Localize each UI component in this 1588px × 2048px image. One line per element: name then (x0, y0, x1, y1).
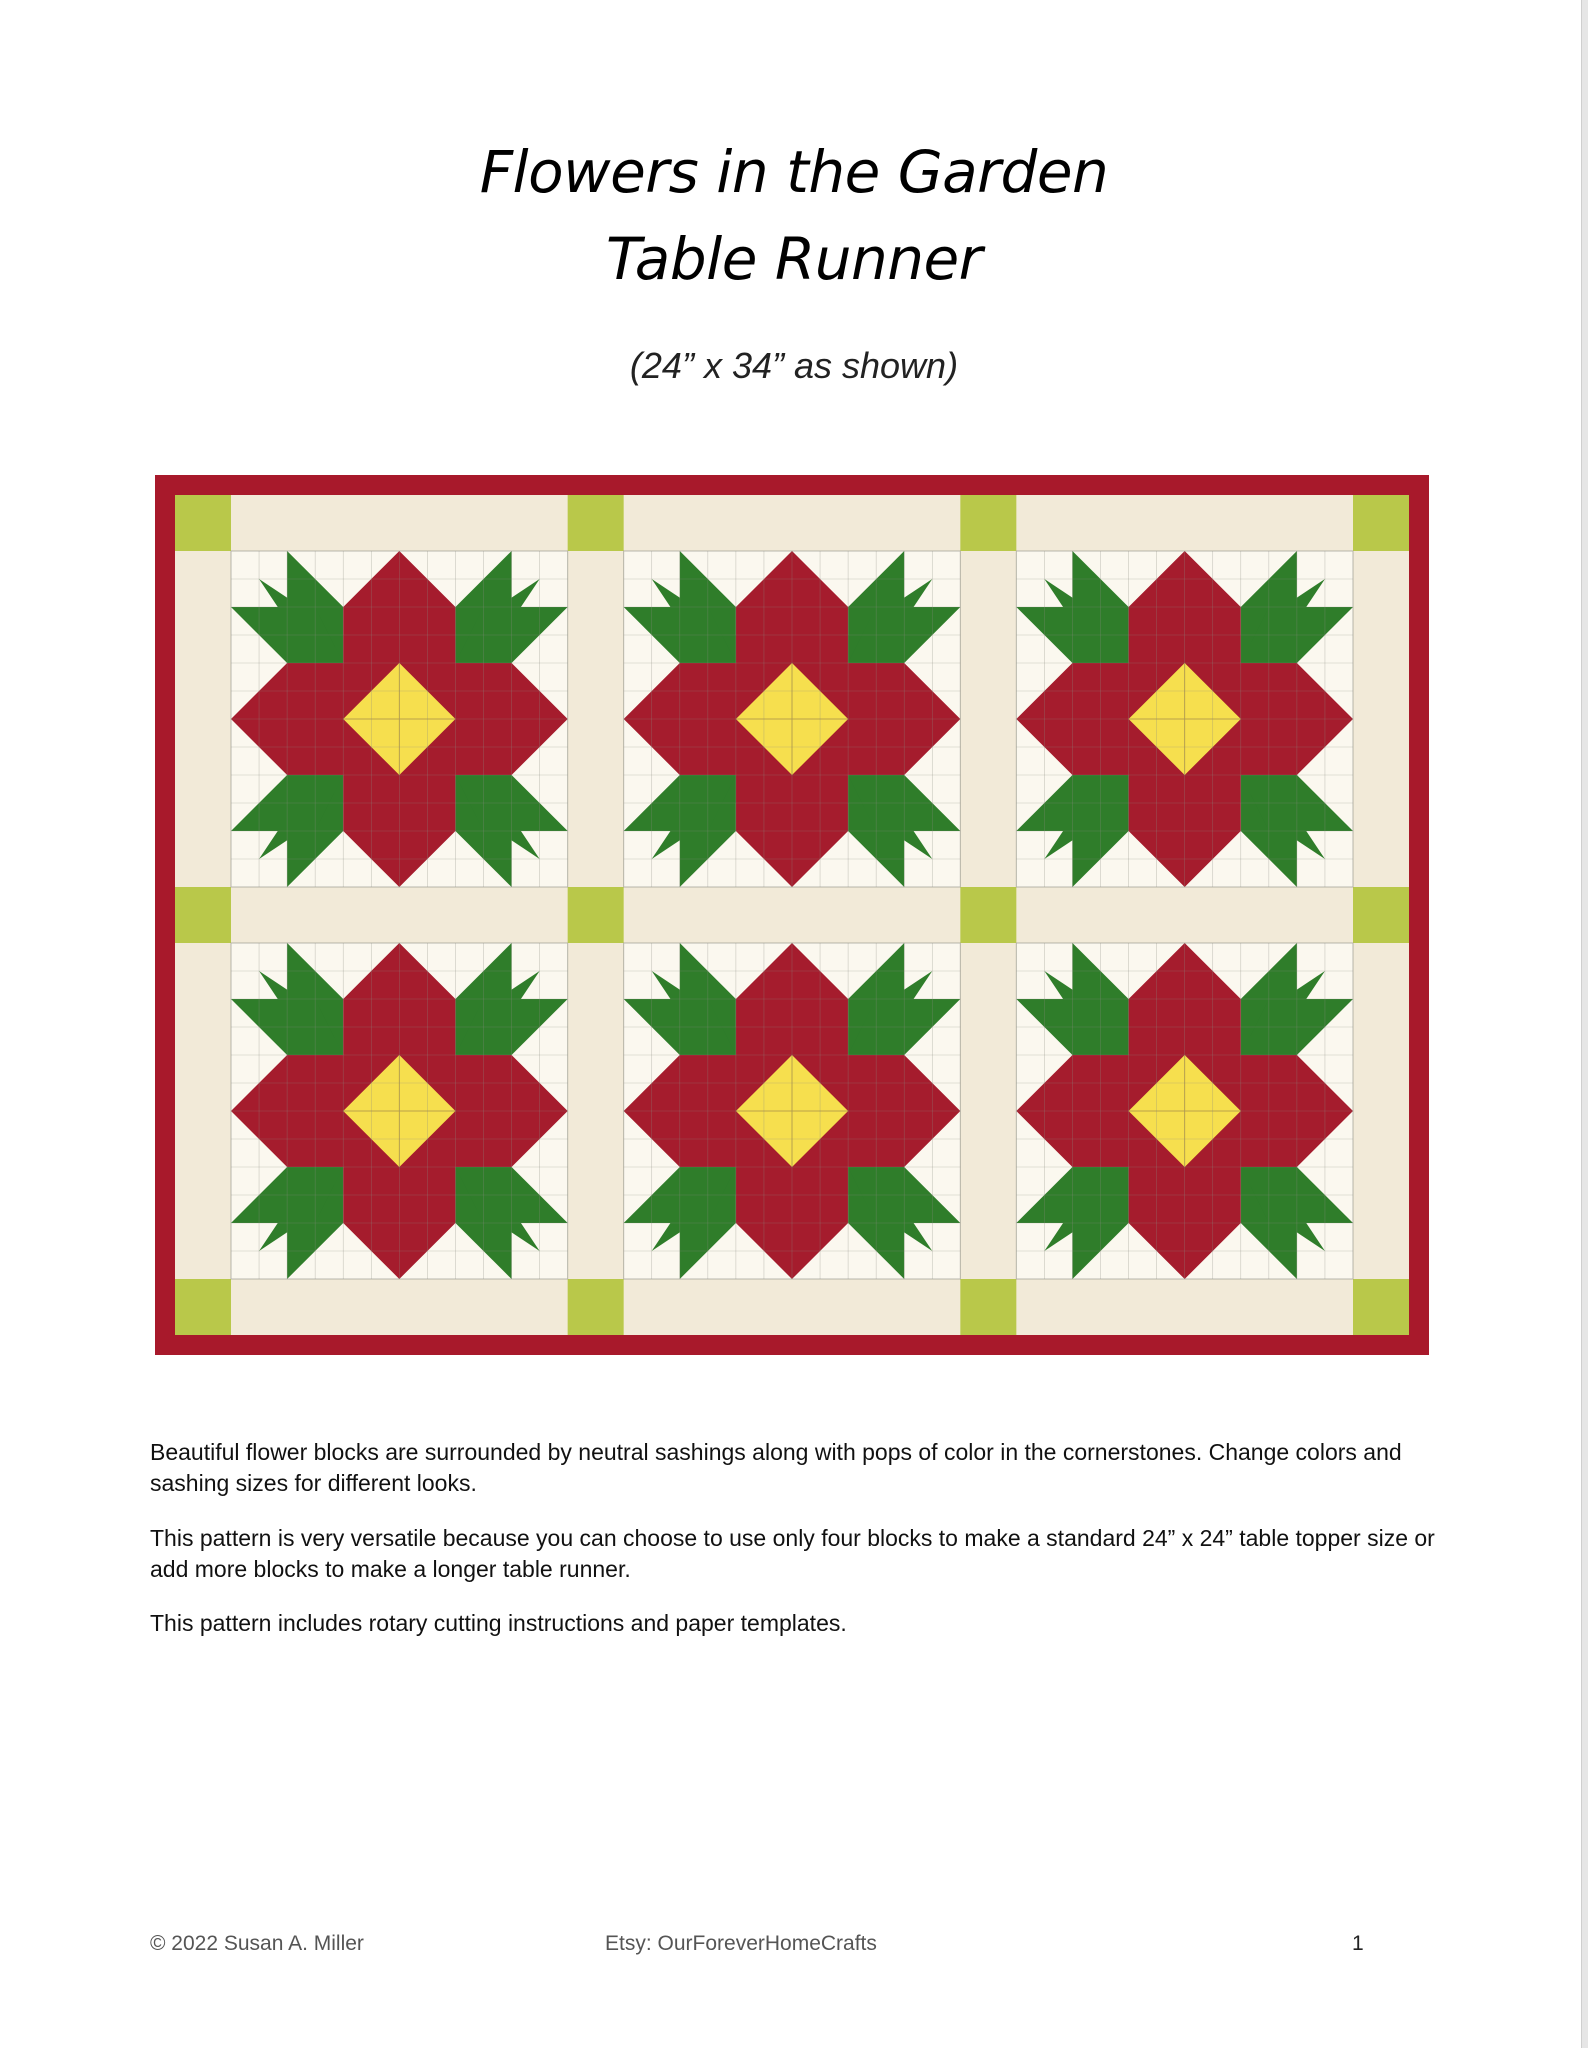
footer-etsy-shop: Etsy: OurForeverHomeCrafts (605, 1932, 877, 1955)
pattern-title-line-2: Table Runner (605, 225, 983, 293)
cornerstone (1353, 887, 1409, 943)
cornerstone (1353, 1279, 1409, 1335)
quilt-image (155, 475, 1429, 1355)
cornerstone (960, 495, 1016, 551)
cornerstone (960, 1279, 1016, 1335)
cornerstone (568, 1279, 624, 1335)
cornerstone (568, 495, 624, 551)
cornerstone (1353, 495, 1409, 551)
cornerstone (175, 1279, 231, 1335)
cornerstone (175, 495, 231, 551)
cornerstone (960, 887, 1016, 943)
cornerstone (175, 887, 231, 943)
cornerstone (568, 887, 624, 943)
page-edge (1581, 0, 1588, 2048)
footer-copyright: © 2022 Susan A. Miller (150, 1932, 364, 1955)
description-paragraph-2: This pattern is very versatile because you can choose to use only four blocks to make a standard 24” x 24” table topper size or add more blocks to make a longer table runner. (150, 1525, 1435, 1582)
quilt-illustration (155, 475, 1429, 1355)
description-paragraph-3: This pattern includes rotary cutting instructions and paper templates. (150, 1610, 847, 1636)
pattern-title-line-1: Flowers in the Garden (479, 138, 1109, 206)
description-paragraph-1: Beautiful flower blocks are surrounded by neutral sashings along with pops of color in the cornerstones. Change colors and sashing sizes for different looks. (150, 1439, 1402, 1496)
footer-page-number: 1 (1352, 1932, 1364, 1955)
pattern-size: (24” x 34” as shown) (629, 345, 959, 386)
